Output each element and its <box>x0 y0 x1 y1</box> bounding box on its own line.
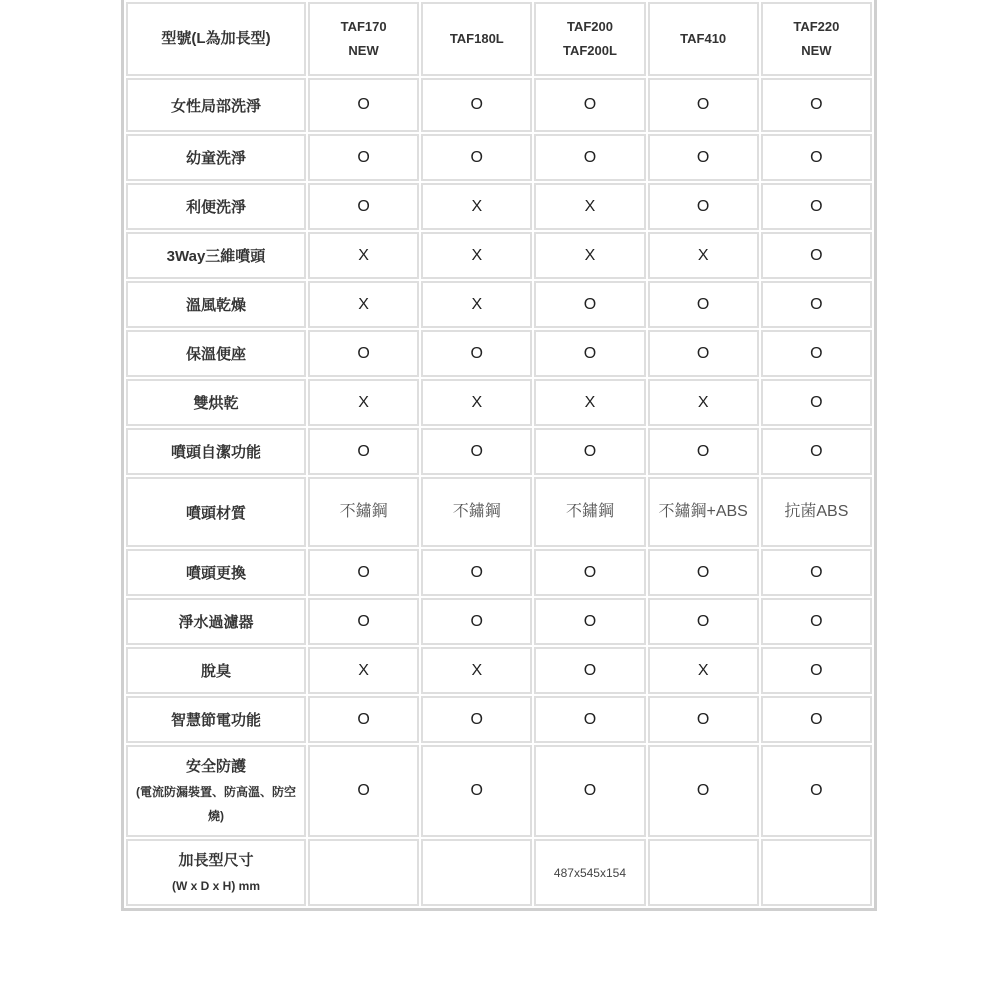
table-cell: O <box>534 330 645 377</box>
table-row <box>126 134 872 181</box>
table-cell: O <box>648 78 759 132</box>
table-cell: X <box>421 647 532 694</box>
table-cell: X <box>534 183 645 230</box>
column-header-line: TAF170 <box>340 19 387 34</box>
column-header-taf220 <box>761 2 872 76</box>
column-header-line: TAF410 <box>680 31 727 46</box>
table-cell: O <box>534 647 645 694</box>
table-cell <box>308 839 419 906</box>
column-header-taf410 <box>648 2 759 76</box>
row-label: 噴頭更換 <box>126 549 306 596</box>
row-label: 智慧節電功能 <box>126 696 306 743</box>
table-cell: O <box>308 549 419 596</box>
table-cell: O <box>648 428 759 475</box>
table-row <box>126 379 872 426</box>
table-row <box>126 281 872 328</box>
table-row <box>126 647 872 694</box>
column-header-line: TAF200 <box>566 19 613 34</box>
table-cell: O <box>534 281 645 328</box>
row-label: 3Way三維噴頭 <box>126 232 306 279</box>
row-label: 雙烘乾 <box>126 379 306 426</box>
row-label: 噴頭自潔功能 <box>126 428 306 475</box>
table-cell: O <box>534 745 645 837</box>
table-cell: O <box>421 598 532 645</box>
table-row <box>126 232 872 279</box>
table-cell: O <box>421 696 532 743</box>
table-cell: O <box>761 78 872 132</box>
column-header-taf180l <box>421 2 532 76</box>
table-cell: X <box>421 232 532 279</box>
row-label: 噴頭材質 <box>126 477 306 547</box>
table-cell: 487x545x154 <box>534 839 645 906</box>
table-cell: O <box>534 696 645 743</box>
table-cell: X <box>648 379 759 426</box>
table-cell: O <box>761 647 872 694</box>
table-cell: X <box>534 379 645 426</box>
table-cell: O <box>761 183 872 230</box>
table-cell: O <box>308 745 419 837</box>
table-cell: O <box>761 281 872 328</box>
table-row <box>126 78 872 132</box>
table-cell: O <box>648 745 759 837</box>
table-row <box>126 330 872 377</box>
table-cell: O <box>534 428 645 475</box>
row-label <box>126 839 306 906</box>
table-cell: O <box>421 134 532 181</box>
row-label: 女性局部洗淨 <box>126 78 306 132</box>
column-header-line: TAF220 <box>793 19 840 34</box>
table-cell: X <box>534 232 645 279</box>
row-label: 脫臭 <box>126 647 306 694</box>
table-cell: X <box>421 281 532 328</box>
row-label-main: 加長型尺寸 <box>178 851 254 869</box>
table-cell <box>648 839 759 906</box>
row-label-sub: (電流防漏裝置、防高溫、防空燒) <box>136 785 296 823</box>
table-cell: X <box>308 232 419 279</box>
table-row <box>126 428 872 475</box>
table-cell: X <box>421 183 532 230</box>
table-cell: O <box>308 330 419 377</box>
table-cell: O <box>421 78 532 132</box>
table-cell: O <box>648 330 759 377</box>
table-cell: O <box>308 78 419 132</box>
table-row <box>126 839 872 906</box>
table-cell: O <box>648 549 759 596</box>
table-cell: O <box>308 183 419 230</box>
model-header-label: 型號(L為加長型) <box>126 2 306 76</box>
table-cell: X <box>421 379 532 426</box>
table-cell: 抗菌ABS <box>761 477 872 547</box>
table-cell: O <box>761 549 872 596</box>
table-cell: X <box>308 647 419 694</box>
table-cell: O <box>308 598 419 645</box>
table-cell: O <box>534 134 645 181</box>
table-cell: O <box>308 134 419 181</box>
row-label: 淨水過濾器 <box>126 598 306 645</box>
table-cell: O <box>761 598 872 645</box>
table-cell: O <box>648 134 759 181</box>
table-cell: O <box>534 78 645 132</box>
table-cell: O <box>761 696 872 743</box>
table-cell: O <box>534 598 645 645</box>
table-cell: O <box>648 696 759 743</box>
table-cell: O <box>421 549 532 596</box>
row-label: 利便洗淨 <box>126 183 306 230</box>
table-cell: 不鏽鋼 <box>534 477 645 547</box>
header-row <box>126 2 872 76</box>
table-cell: O <box>534 549 645 596</box>
table-cell: 不鏽鋼 <box>308 477 419 547</box>
table-cell: O <box>421 745 532 837</box>
table-row <box>126 183 872 230</box>
column-header-line: NEW <box>801 43 832 58</box>
table-cell: X <box>648 647 759 694</box>
table-cell: X <box>648 232 759 279</box>
table-cell: O <box>308 696 419 743</box>
table-cell: O <box>761 330 872 377</box>
column-header-line: NEW <box>348 43 379 58</box>
table-cell <box>761 839 872 906</box>
table-cell: O <box>761 232 872 279</box>
table-row <box>126 549 872 596</box>
table-cell <box>421 839 532 906</box>
table-row <box>126 745 872 837</box>
column-header-taf170 <box>308 2 419 76</box>
table-cell: X <box>308 379 419 426</box>
row-label <box>126 745 306 837</box>
table-cell: 不鏽鋼+ABS <box>648 477 759 547</box>
table-cell: O <box>761 428 872 475</box>
table-cell: O <box>761 134 872 181</box>
table-cell: X <box>308 281 419 328</box>
column-header-taf200 <box>534 2 645 76</box>
table-cell: O <box>421 428 532 475</box>
row-label-main: 安全防護 <box>185 758 246 775</box>
spec-comparison-table-container <box>121 0 877 911</box>
table-cell: 不鏽鋼 <box>421 477 532 547</box>
row-label: 保溫便座 <box>126 330 306 377</box>
table-row <box>126 598 872 645</box>
table-cell: O <box>648 281 759 328</box>
table-row <box>126 696 872 743</box>
column-header-line: TAF200L <box>563 43 617 58</box>
row-label: 幼童洗淨 <box>126 134 306 181</box>
table-cell: O <box>648 598 759 645</box>
row-label: 溫風乾燥 <box>126 281 306 328</box>
table-cell: O <box>648 183 759 230</box>
row-label-sub: (W x D x H) mm <box>171 878 260 893</box>
table-row <box>126 477 872 547</box>
spec-comparison-table <box>124 0 874 908</box>
table-cell: O <box>761 379 872 426</box>
table-cell: O <box>308 428 419 475</box>
table-cell: O <box>421 330 532 377</box>
column-header-line: TAF180L <box>449 31 504 46</box>
table-cell: O <box>761 745 872 837</box>
